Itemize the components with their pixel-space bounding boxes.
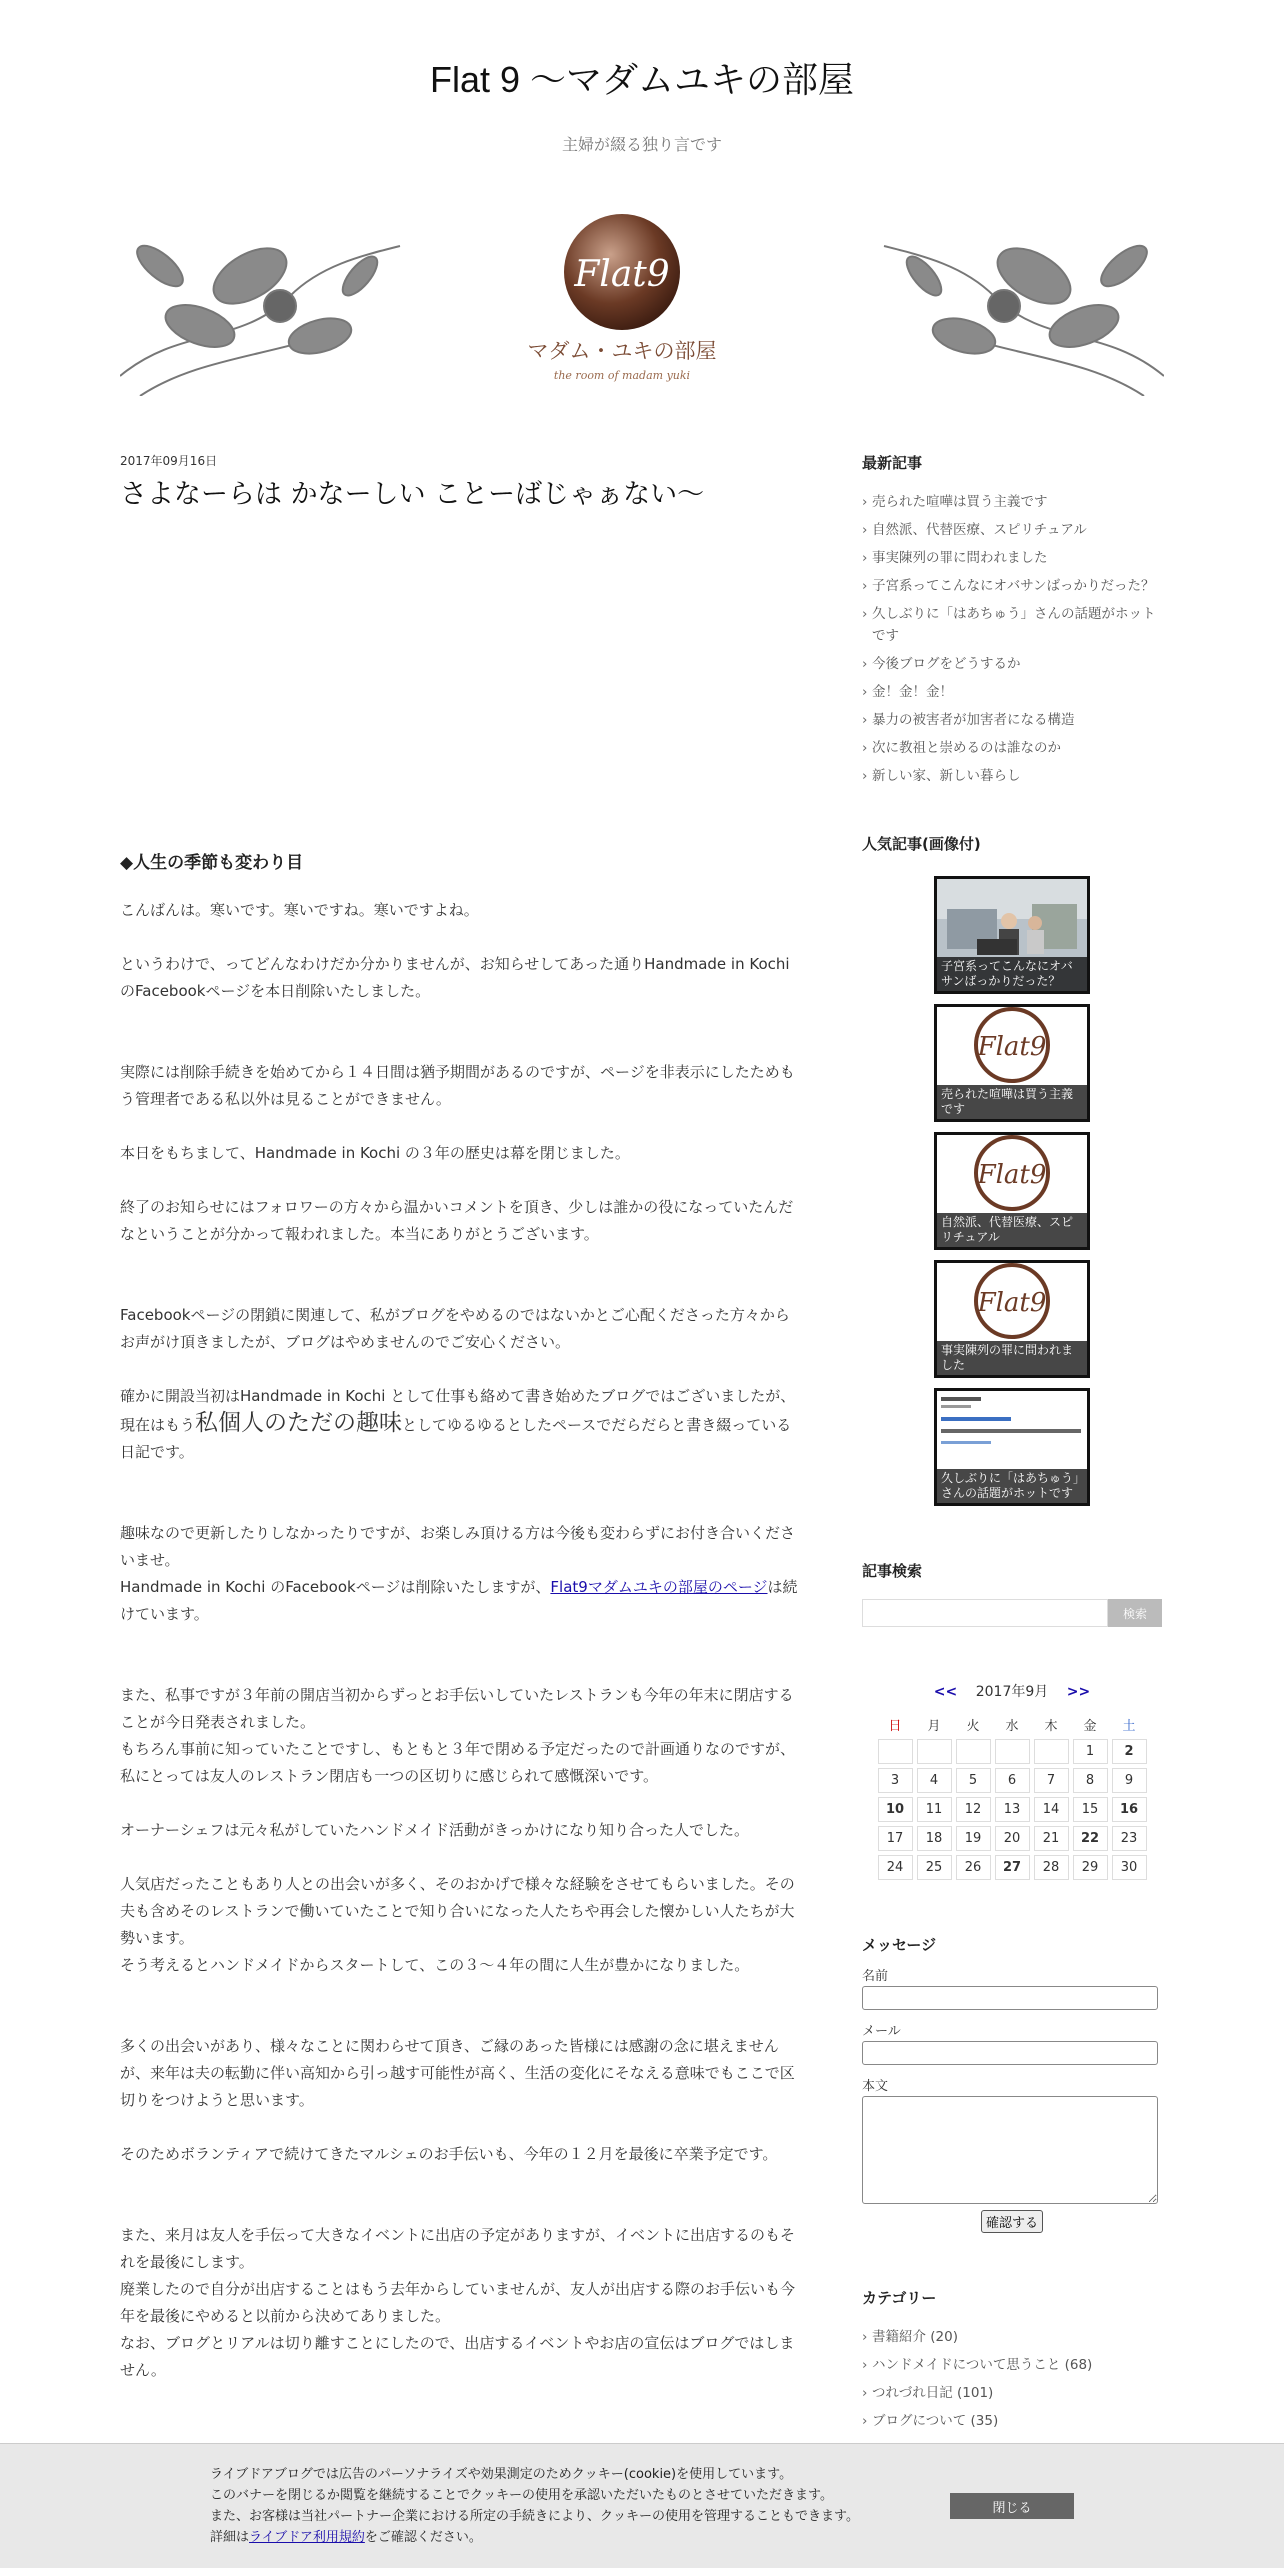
post-body [120, 850, 802, 2384]
recent-post-link[interactable]: › 事実陳列の罪に問われました [862, 547, 1162, 569]
calendar-header [862, 1681, 1162, 1701]
recent-post-link[interactable]: › 次に教祖と崇めるのは誰なのか [862, 737, 1162, 759]
category-link[interactable]: › 書籍紹介 (20) [862, 2326, 1162, 2348]
calendar-day: 13 [995, 1797, 1030, 1822]
search-input[interactable] [862, 1599, 1108, 1627]
paragraph: 確かに開設当初はHandmade in Kochi として仕事も絡めて書き始めたブログではございましたが、現在はもう私個人のただの趣味としてゆるゆるとしたペースでだらだらと書き綴っている日記です。 [120, 1387, 796, 1462]
category-link[interactable]: › つれづれ日記 (101) [862, 2382, 1162, 2404]
calendar-day: 14 [1034, 1797, 1069, 1822]
post-date: 2017年09月16日 [120, 454, 218, 468]
calendar-day: 24 [878, 1855, 913, 1880]
weekday-label: 金 [1083, 1718, 1097, 1734]
paragraph: オーナーシェフは元々私がしていたハンドメイド活動がきっかけになり知り合った人でした。 [120, 1821, 749, 1840]
calendar-day: 12 [956, 1797, 991, 1822]
weekday-label: 木 [1044, 1718, 1058, 1734]
paragraph: 廃業したので自分が出店することはもう去年からしていませんが、友人が出店する際のお手伝いも今年を最後にやめると以前から決めてありました。 [120, 2280, 796, 2326]
paragraph: そのためボランティアで続けてきたマルシェのお手伝いも、今年の１２月を最後に卒業予定です。 [120, 2145, 778, 2164]
search-button[interactable]: 検索 [1108, 1599, 1162, 1627]
recent-post-link[interactable]: › 暴力の被害者が加害者になる構造 [862, 709, 1162, 731]
category-title: カテゴリー [862, 2289, 937, 2307]
svg-text:Flat9: Flat9 [977, 1288, 1047, 1318]
popular-posts [862, 876, 1162, 1506]
calendar-day: 30 [1112, 1855, 1147, 1880]
calendar-day: 18 [917, 1826, 952, 1851]
terms-link[interactable]: ライブドア利用規約 [249, 2530, 365, 2545]
paragraph: 人気店だったこともあり人との出会いが多く、そのおかげで様々な経験をさせてもらいました。その夫も含めそのレストランで働いていたことで知り合いになった人たちや再会した懐かしい人たちが大勢います。 [120, 1875, 795, 1948]
calendar-day[interactable]: 2 [1112, 1739, 1147, 1764]
calendar-day: 3 [878, 1768, 913, 1793]
calendar-day: 23 [1112, 1826, 1147, 1851]
emphasis-text: 私個人のただの趣味 [195, 1410, 403, 1437]
calendar-empty-cell [917, 1739, 952, 1764]
search-title: 記事検索 [862, 1562, 923, 1580]
cookie-close-button[interactable]: 閉じる [950, 2493, 1074, 2519]
popular-post-caption: 売られた喧嘩は買う主義です [937, 1085, 1087, 1119]
paragraph: また、私事ですが３年前の開店当初からずっとお手伝いしていたレストランも今年の年末に閉店することが今日発表されました。 [120, 1686, 794, 1732]
banner-subtitle: the room of madam yuki [553, 369, 691, 382]
post-title[interactable]: さよなーらは かなーしい ことーばじゃぁない〜 [120, 479, 705, 510]
paragraph: 多くの出会いがあり、様々なことに関わらせて頂き、ご縁のあった皆様には感謝の念に堪えませんが、来年は夫の転勤に伴い高知から引っ越す可能性が高く、生活の変化にそなえる意味でもここで区切りをつけようと思います。 [120, 2037, 795, 2110]
calendar-day: 8 [1073, 1768, 1108, 1793]
calendar-empty-cell [956, 1739, 991, 1764]
calendar-empty-cell [878, 1739, 913, 1764]
logo-text: Flat9 [574, 254, 670, 295]
svg-text:Flat9: Flat9 [977, 1032, 1047, 1062]
popular-post-caption: 事実陳列の罪に問われました [937, 1341, 1087, 1375]
calendar-next-button[interactable]: >> [1066, 1684, 1091, 1700]
paragraph: 実際には削除手続きを始めてから１４日間は猶予期間があるのですが、ページを非表示にしたためもう管理者である私以外は見ることができません。 [120, 1063, 795, 1109]
email-field[interactable] [862, 2041, 1158, 2065]
message-body-field[interactable] [862, 2096, 1158, 2204]
paragraph: なお、ブログとリアルは切り離すことにしたので、出店するイベントやお店の宣伝はブログではしません。 [120, 2334, 795, 2380]
calendar-empty-cell [1034, 1739, 1069, 1764]
calendar-day: 6 [995, 1768, 1030, 1793]
weekday-label: 水 [1005, 1718, 1019, 1734]
calendar-day: 9 [1112, 1768, 1147, 1793]
cookie-banner [0, 2443, 1284, 2568]
popular-post-card[interactable] [934, 1388, 1090, 1506]
popular-post-caption: 久しぶりに「はあちゅう」さんの話題がホットです [937, 1469, 1087, 1503]
recent-posts-list [862, 491, 1162, 787]
message-title: メッセージ [862, 1936, 937, 1954]
calendar-day: 19 [956, 1826, 991, 1851]
calendar-grid [874, 1709, 1151, 1884]
paragraph: また、来月は友人を手伝って大きなイベントに出店の予定がありますが、イベントに出店するのもそれを最後にします。 [120, 2226, 796, 2272]
main-content [120, 452, 802, 2384]
cookie-message: ライブドアブログでは広告のパーソナライズや効果測定のためクッキー(cookie)を使用しています。 このバナーを閉じるか閲覧を継続することでクッキーの使用を承認いただいたものとさせていただきます。 また、お客様は当社パートナー企業における所定の手続きにより、クッキーの使用を管理することもできます。 詳細はライブドア利用規約をご確認ください。 [210, 2467, 859, 2545]
confirm-button[interactable]: 確認する [981, 2210, 1043, 2233]
paragraph: こんばんは。寒いです。寒いですね。寒いですよね。 [120, 901, 479, 920]
calendar-day: 26 [956, 1855, 991, 1880]
paragraph: 終了のお知らせにはフォロワーの方々から温かいコメントを頂き、少しは誰かの役になっていたんだなということが分かって報われました。本当にありがとうございます。 [120, 1198, 794, 1244]
paragraph: もちろん事前に知っていたことですし、もともと３年で閉める予定だったので計画通りなのですが、私にとっては友人のレストラン閉店も一つの区切りに感じられて感慨深いです。 [120, 1740, 796, 1786]
weekday-label: 月 [927, 1718, 941, 1734]
popular-post-card[interactable] [934, 1132, 1090, 1250]
popular-posts-title: 人気記事(画像付) [862, 835, 981, 853]
calendar-day: 29 [1073, 1855, 1108, 1880]
calendar-day: 11 [917, 1797, 952, 1822]
search-form [862, 1599, 1162, 1627]
banner-image [120, 206, 1164, 396]
calendar-day[interactable]: 16 [1112, 1797, 1147, 1822]
calendar-day: 15 [1073, 1797, 1108, 1822]
mail-label: メール [862, 2024, 901, 2039]
recent-post-link[interactable]: › 久しぶりに「はあちゅう」さんの話題がホットです [862, 603, 1162, 647]
recent-post-link[interactable]: › 金！金！金！ [862, 681, 1162, 703]
calendar-day: 20 [995, 1826, 1030, 1851]
popular-post-caption: 子宮系ってこんなにオバサンばっかりだった？ [937, 957, 1087, 991]
calendar-day: 7 [1034, 1768, 1069, 1793]
calendar-day[interactable]: 10 [878, 1797, 913, 1822]
popular-post-caption: 自然派、代替医療、スピリチュアル [937, 1213, 1087, 1247]
banner-title: マダム・ユキの部屋 [527, 339, 717, 363]
paragraph: そう考えるとハンドメイドからスタートして、この３〜４年の間に人生が豊かになりました。 [120, 1956, 750, 1975]
weekday-label: 土 [1122, 1718, 1136, 1734]
category-list [862, 2326, 1162, 2432]
recent-post-link[interactable]: › 今後ブログをどうするか [862, 653, 1162, 675]
recent-post-link[interactable]: › 子宮系ってこんなにオバサンばっかりだった？ [862, 575, 1162, 597]
paragraph: Handmade in Kochi のFacebookページは削除いたしますが、Flat9マダムユキの部屋のページは続けています。 [120, 1578, 798, 1624]
calendar [862, 1681, 1162, 1884]
popular-post-card[interactable] [934, 1260, 1090, 1378]
paragraph: Facebookページの閉鎖に関連して、私がブログをやめるのではないかとご心配くださった方々からお声がけ頂きましたが、ブログはやめませんのでご安心ください。 [120, 1306, 790, 1352]
popular-post-card[interactable] [934, 1004, 1090, 1122]
calendar-day[interactable]: 27 [995, 1855, 1030, 1880]
calendar-month: 2017年9月 [975, 1684, 1049, 1700]
name-field[interactable] [862, 1986, 1158, 2010]
paragraph: 本日をもちまして、Handmade in Kochi の３年の歴史は幕を閉じました。 [120, 1144, 630, 1163]
calendar-prev-button[interactable]: << [933, 1684, 958, 1700]
calendar-day: 21 [1034, 1826, 1069, 1851]
paragraph: 趣味なので更新したりしなかったりですが、お楽しみ頂ける方は今後も変わらずにお付き合いくださいませ。 [120, 1524, 796, 1570]
site-title[interactable]: Flat 9 〜マダムユキの部屋 [429, 59, 855, 100]
paragraph: というわけで、ってどんなわけだか分かりませんが、お知らせしてあった通りHandmade in Kochi のFacebookページを本日削除いたしました。 [120, 955, 790, 1001]
facebook-page-link[interactable]: Flat9マダムユキの部屋のページ [550, 1578, 768, 1597]
recent-post-link[interactable]: › 新しい家、新しい暮らし [862, 765, 1162, 787]
recent-post-link[interactable]: › 自然派、代替医療、スピリチュアル [862, 519, 1162, 541]
header-banner[interactable] [120, 206, 1164, 396]
recent-posts-title: 最新記事 [862, 454, 923, 472]
calendar-day[interactable]: 22 [1073, 1826, 1108, 1851]
calendar-empty-cell [995, 1739, 1030, 1764]
site-description: 主婦が綴る独り言です [561, 135, 722, 154]
calendar-day: 5 [956, 1768, 991, 1793]
section-heading: ◆人生の季節も変わり目 [120, 853, 304, 874]
category-link[interactable]: › ハンドメイドについて思うこと (68) [862, 2354, 1162, 2376]
calendar-day: 4 [917, 1768, 952, 1793]
popular-post-card[interactable] [934, 876, 1090, 994]
weekday-label: 火 [966, 1718, 980, 1734]
calendar-day: 17 [878, 1826, 913, 1851]
category-link[interactable]: › ブログについて (35) [862, 2410, 1162, 2432]
calendar-day: 28 [1034, 1855, 1069, 1880]
name-label: 名前 [862, 1969, 889, 1984]
body-label: 本文 [862, 2079, 889, 2094]
recent-post-link[interactable]: › 売られた喧嘩は買う主義です [862, 491, 1162, 513]
calendar-day: 25 [917, 1855, 952, 1880]
svg-text:Flat9: Flat9 [977, 1160, 1047, 1190]
message-form [862, 1965, 1162, 2233]
sidebar [862, 452, 1162, 2438]
calendar-day: 1 [1073, 1739, 1108, 1764]
weekday-label: 日 [888, 1718, 902, 1734]
